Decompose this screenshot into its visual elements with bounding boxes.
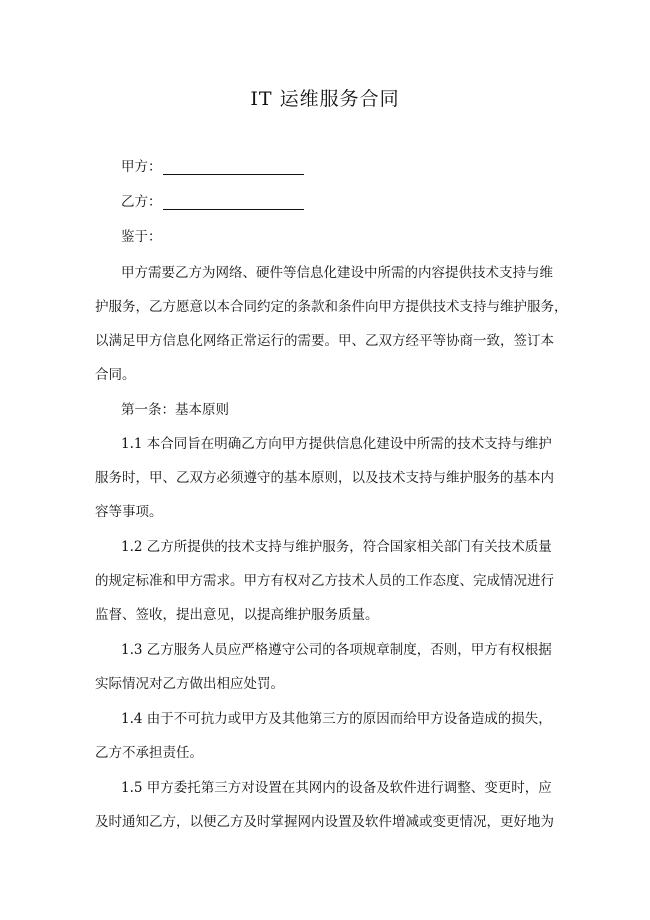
party-a-field [121,155,304,175]
clause-1-1-line: 1.1 本合同旨在明确乙方向甲方提供信息化建设中所需的技术支持与维护 [121,436,552,452]
clause-1-1-line: 服务时，甲、乙双方必须遵守的基本原则，以及技术支持与维护服务的基本内 [95,470,554,486]
party-b-blank-line [163,194,304,210]
clause-1-2-line: 的规定标准和甲方需求。甲方有权对乙方技术人员的工作态度、完成情况进行 [95,573,554,589]
clause-1-4-line: 1.4 由于不可抗力或甲方及其他第三方的原因而给甲方设备造成的损失， [121,711,552,727]
clause-1-3-line: 1.3 乙方服务人员应严格遵守公司的各项规章制度，否则，甲方有权根据 [121,642,552,658]
preamble-line: 合同。 [95,367,136,383]
party-a-label: 甲方： [121,159,162,175]
clause-1-1-line: 容等事项。 [95,504,163,520]
article-1-heading: 第一条：基本原则 [121,402,229,418]
preamble-line: 以满足甲方信息化网络正常运行的需要。甲、乙双方经平等协商一致，签订本 [95,333,554,349]
preamble-line: 护服务，乙方愿意以本合同约定的条款和条件向甲方提供技术支持与维护服务， [95,299,568,315]
clause-1-5-line: 及时通知乙方，以便乙方及时掌握网内设置及软件增减或变更情况，更好地为 [95,814,554,830]
contract-title: IT 运维服务合同 [250,88,400,110]
party-b-label: 乙方： [121,194,162,210]
whereas-label: 鉴于： [121,229,162,245]
party-a-blank-line [163,159,304,175]
clause-1-2-line: 1.2 乙方所提供的技术支持与维护服务，符合国家相关部门有关技术质量 [121,539,552,555]
clause-1-2-line: 监督、签收，提出意见，以提高维护服务质量。 [95,607,379,623]
preamble-line: 甲方需要乙方为网络、硬件等信息化建设中所需的内容提供技术支持与维 [121,265,553,281]
clause-1-3-line: 实际情况对乙方做出相应处罚。 [95,676,284,692]
clause-1-4-line: 乙方不承担责任。 [95,745,203,761]
party-b-field [121,190,304,210]
clause-1-5-line: 1.5 甲方委托第三方对设置在其网内的设备及软件进行调整、变更时，应 [121,780,552,796]
